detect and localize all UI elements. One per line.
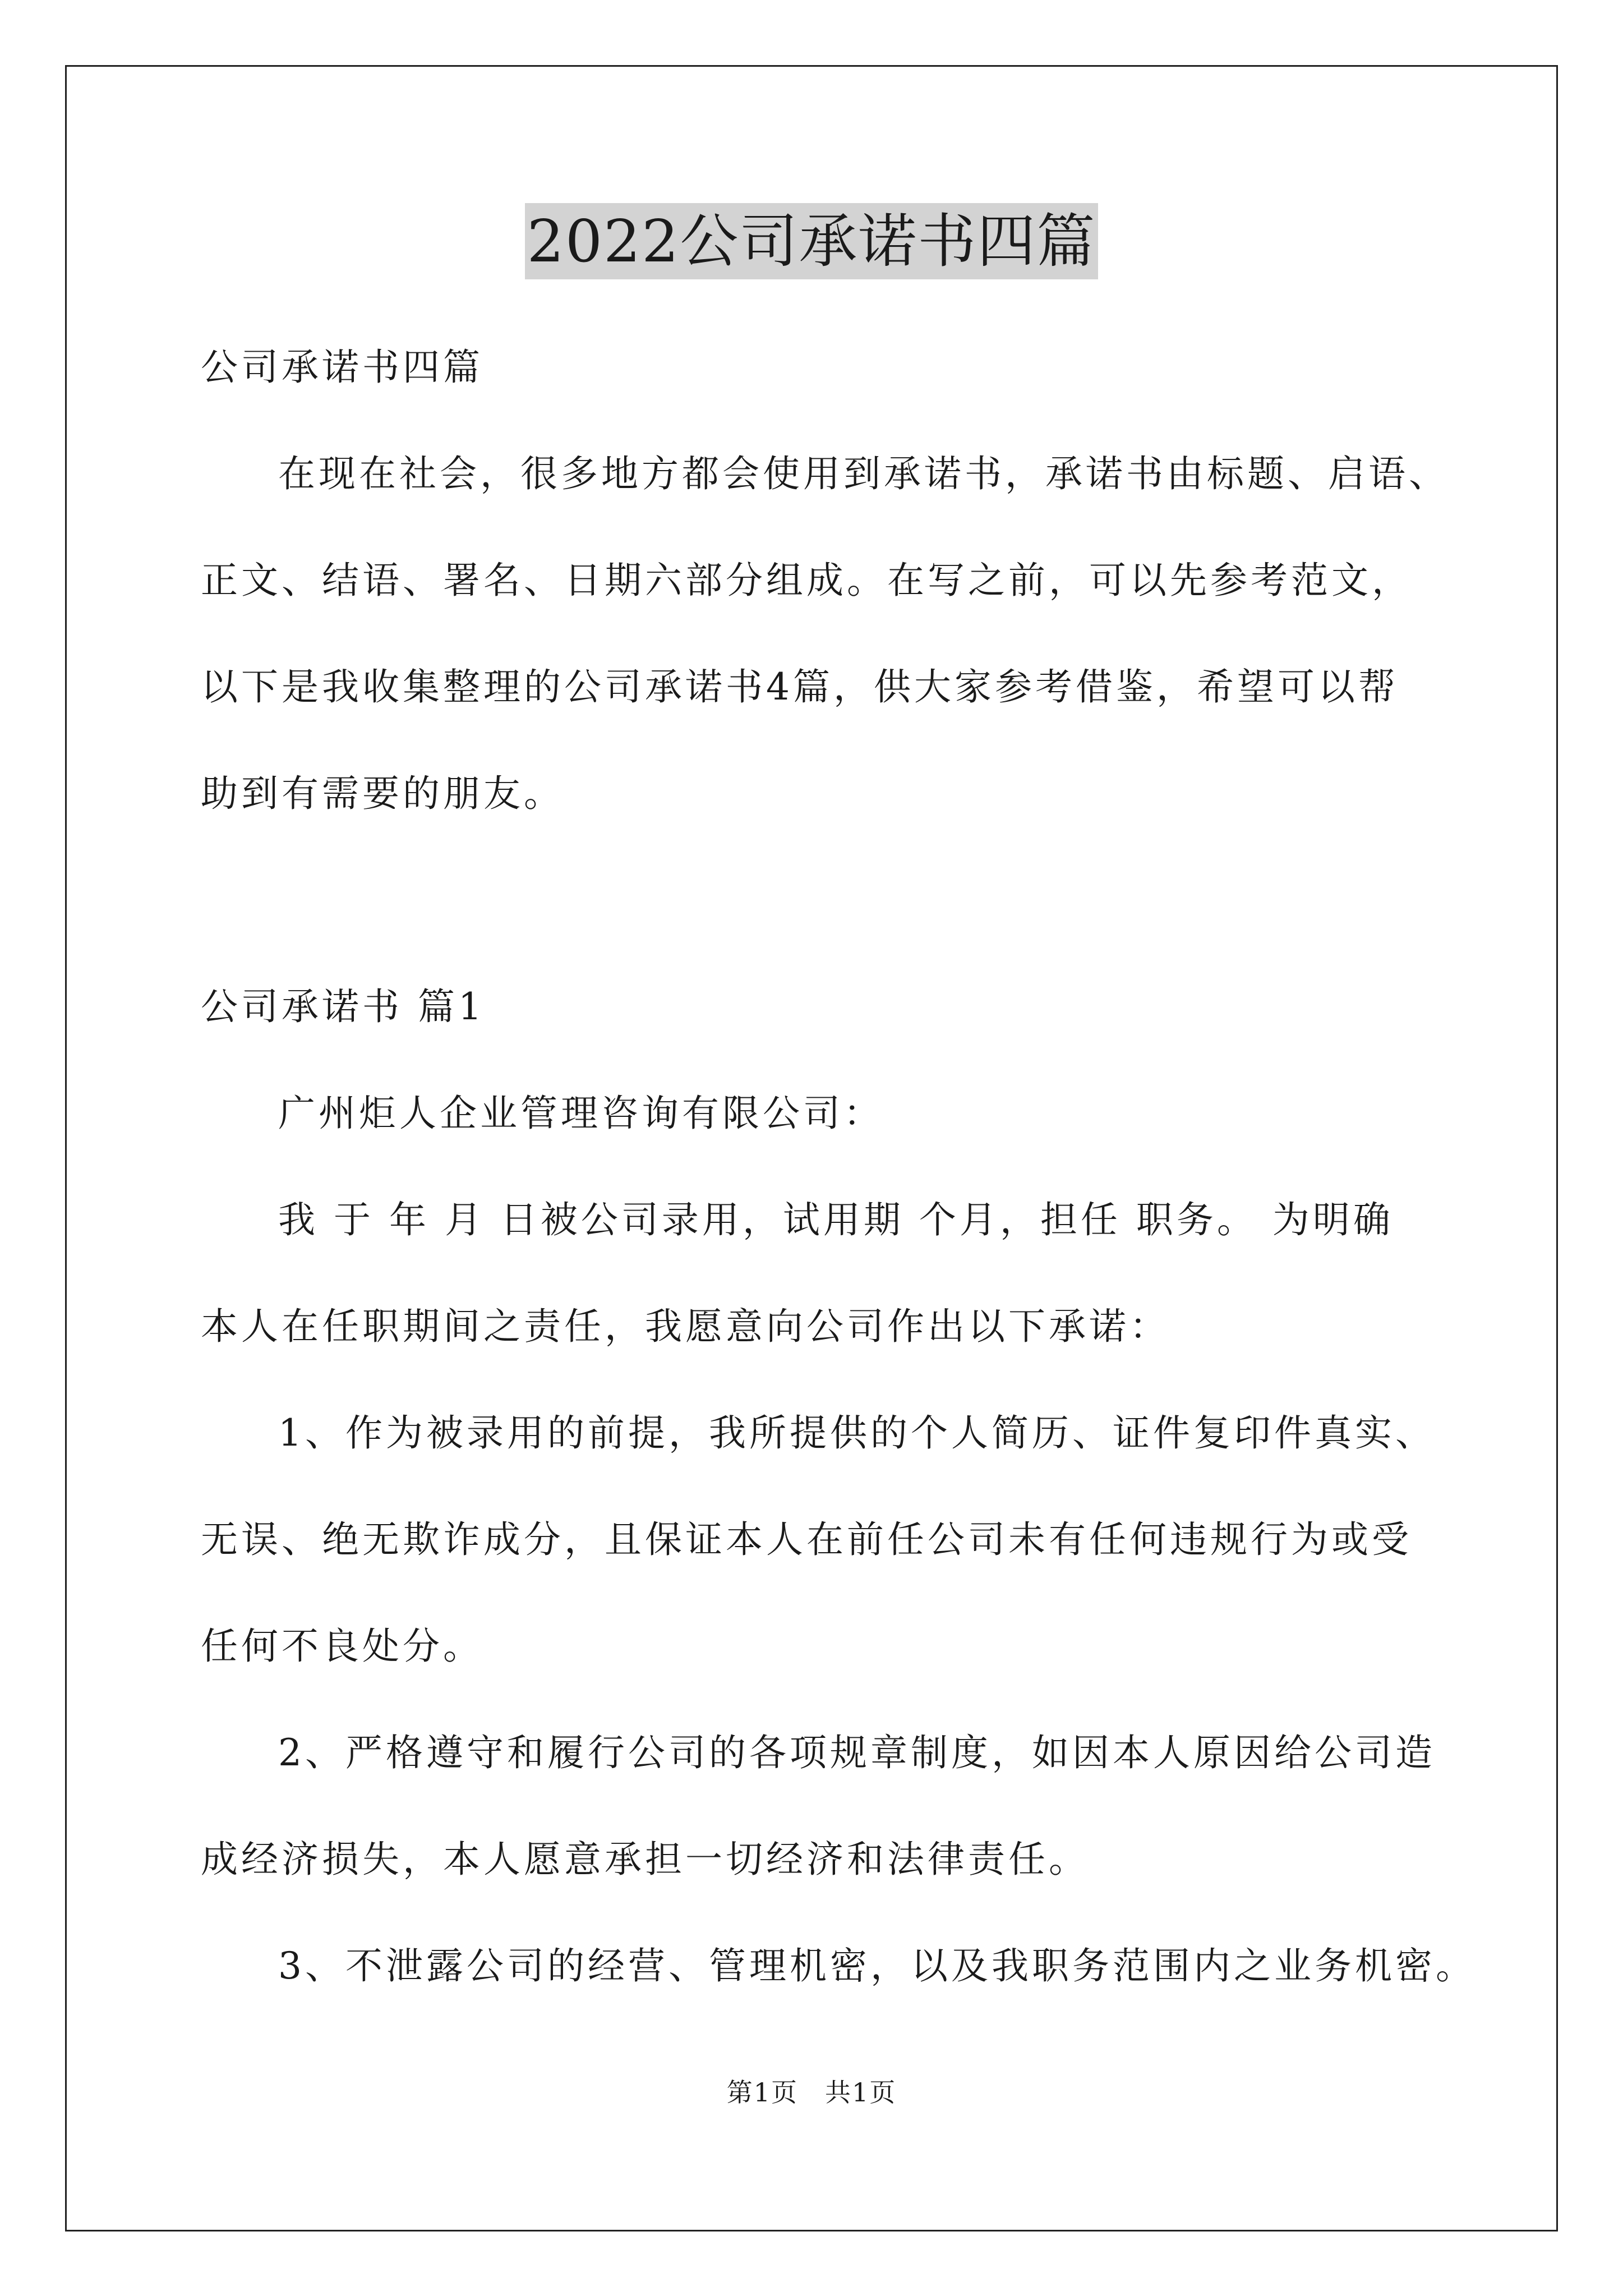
- section-heading: 公司承诺书 篇1: [201, 985, 485, 1028]
- clause-line: 3、不泄露公司的经营、管理机密，以及我职务范围内之业务机密。: [278, 1944, 1476, 1987]
- clause-line: 无误、绝无欺诈成分，且保证本人在前任公司未有任何违规行为或受: [201, 1518, 1412, 1561]
- body-paragraph-line: 我 于 年 月 日被公司录用，试用期 个月，担任 职务。 为明确: [278, 1198, 1394, 1241]
- body-paragraph-line: 本人在任职期间之责任，我愿意向公司作出以下承诺：: [201, 1305, 1170, 1348]
- document-title: 2022公司承诺书四篇: [525, 203, 1099, 279]
- intro-paragraph-line: 正文、结语、署名、日期六部分组成。在写之前，可以先参考范文，: [201, 559, 1412, 602]
- addressee-line: 广州炬人企业管理咨询有限公司：: [278, 1092, 884, 1135]
- section-heading: 公司承诺书四篇: [201, 346, 483, 389]
- paragraph-gap: [201, 847, 1435, 954]
- clause-line: 任何不良处分。: [201, 1625, 483, 1668]
- title-container: [0, 203, 1623, 279]
- clause-line: 成经济损失，本人愿意承担一切经济和法律责任。: [201, 1838, 1089, 1881]
- intro-paragraph-line: 在现在社会，很多地方都会使用到承诺书，承诺书由标题、启语、: [278, 452, 1449, 495]
- clause-line: 1、作为被录用的前提，我所提供的个人简历、证件复印件真实、: [278, 1411, 1436, 1455]
- clause-line: 2、严格遵守和履行公司的各项规章制度，如因本人原因给公司造: [278, 1731, 1436, 1774]
- intro-paragraph-line: 以下是我收集整理的公司承诺书4篇，供大家参考借鉴，希望可以帮: [201, 665, 1399, 708]
- document-body: [201, 314, 1476, 2019]
- intro-paragraph-line: 助到有需要的朋友。: [201, 772, 564, 815]
- page-footer: 第1页 共1页: [726, 2077, 897, 2108]
